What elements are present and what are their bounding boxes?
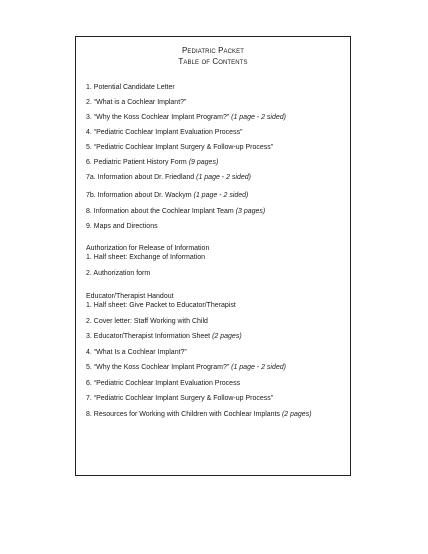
item-text: 6. “Pediatric Cochlear Implant Evaluation Process — [86, 380, 241, 387]
list-item — [86, 318, 208, 325]
section-heading-educator — [86, 293, 174, 300]
list-item — [86, 192, 248, 199]
list-item — [86, 302, 236, 309]
item-note: (2 pages) — [212, 333, 242, 340]
item-text: 3. “Why the Koss Cochlear Implant Program?” — [86, 114, 232, 121]
item-text: 8. Resources for Working with Children with Cochlear Implants — [86, 411, 282, 418]
list-item — [86, 349, 187, 356]
list-item — [86, 223, 158, 230]
list-item — [86, 254, 205, 261]
item-text: 6. Pediatric Patient History Form — [86, 159, 189, 166]
item-text: 4. “Pediatric Cochlear Implant Evaluation Process” — [86, 129, 243, 136]
item-note: (9 pages) — [188, 159, 219, 166]
list-item — [86, 364, 286, 371]
item-note: (3 pages) — [235, 208, 266, 215]
item-text: 8. Information about the Cochlear Implant Team — [86, 208, 236, 215]
item-note: (1 page - 2 sided) — [196, 174, 251, 181]
title-line-1: Pediatric Packet — [181, 46, 245, 55]
list-item — [86, 159, 218, 166]
list-item — [86, 144, 273, 151]
item-text: 3. Educator/Therapist Information Sheet — [86, 333, 213, 340]
list-item — [86, 395, 273, 402]
item-text: 1. Half sheet: Give Packet to Educator/Therapist — [86, 302, 236, 309]
section-heading-authorization — [86, 245, 209, 252]
packet-title — [76, 46, 350, 55]
item-text: 2. “What is a Cochlear Implant?” — [86, 99, 187, 106]
heading-text: Educator/Therapist Handout — [86, 293, 174, 300]
document-frame — [75, 36, 351, 476]
item-text: 7a. Information about Dr. Friedland — [86, 174, 197, 181]
list-item — [86, 129, 242, 136]
list-item — [86, 208, 265, 215]
item-text: 9. Maps and Directions — [86, 223, 158, 230]
list-item — [86, 333, 242, 340]
list-item — [86, 380, 240, 387]
item-note: (1 page - 2 sided) — [231, 364, 286, 371]
item-text: 2. Authorization form — [86, 270, 151, 277]
item-note: (1 page - 2 sided) — [193, 192, 249, 199]
item-text: 4. “What Is a Cochlear Implant?” — [86, 349, 187, 356]
item-note: (2 pages) — [281, 411, 312, 418]
item-text: 7. “Pediatric Cochlear Implant Surgery & Follow-up Process” — [86, 395, 274, 402]
item-note: (1 page - 2 sided) — [231, 114, 286, 121]
list-item — [86, 99, 186, 106]
item-text: 5. “Pediatric Cochlear Implant Surgery & Follow-up Process” — [86, 144, 274, 151]
list-item — [86, 174, 251, 181]
list-item — [86, 114, 286, 121]
toc-title — [76, 57, 350, 66]
item-text: 1. Half sheet: Exchange of Information — [86, 254, 206, 261]
item-text: 5. “Why the Koss Cochlear Implant Program?” — [86, 364, 232, 371]
title-line-2: Table of Contents — [178, 57, 248, 66]
item-text: 2. Cover letter: Staff Working with Child — [86, 318, 208, 325]
item-text: 1. Potential Candidate Letter — [86, 84, 175, 91]
heading-text: Authorization for Release of Information — [86, 245, 210, 252]
list-item — [86, 411, 312, 418]
item-text: 7b. Information about Dr. Wackym — [86, 192, 194, 199]
list-item — [86, 270, 150, 277]
list-item — [86, 84, 175, 91]
